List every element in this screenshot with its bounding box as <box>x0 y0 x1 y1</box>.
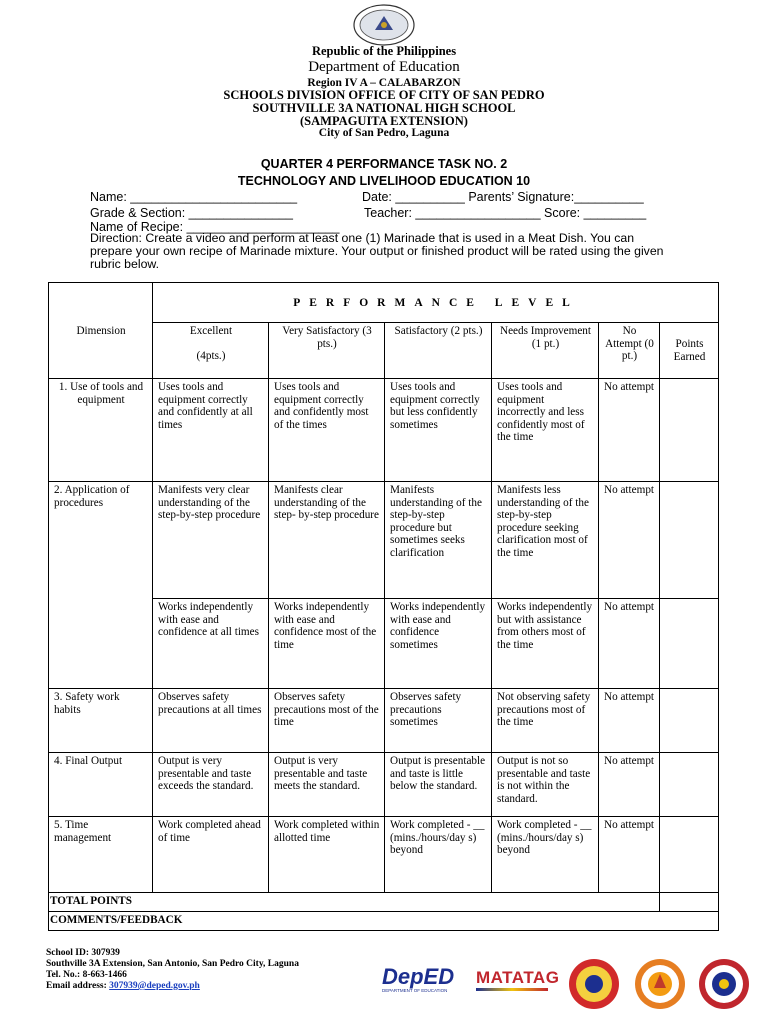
table-row <box>49 482 719 599</box>
table-row <box>49 817 719 893</box>
school-seal-icon <box>568 958 620 1010</box>
school-tel: Tel. No.: 8-663-1466 <box>46 970 127 980</box>
email-link[interactable]: 307939@deped.gov.ph <box>109 981 200 991</box>
teacher-score-field[interactable]: Teacher: __________________ Score: _________ <box>364 206 647 220</box>
total-points-label: TOTAL POINTS <box>49 893 660 912</box>
header-region: Region IV A – CALABARZON <box>307 77 461 89</box>
needs-improvement-cell: Manifests less understanding of the step-by-step procedure seeking clarification most of the time <box>492 482 599 599</box>
points-cell[interactable] <box>660 599 719 689</box>
very-satisfactory-cell: Output is very presentable and taste meets the standard. <box>269 753 385 817</box>
satisfactory-cell: Manifests understanding of the step-by-step procedure but sometimes seeks clarification <box>385 482 492 599</box>
excellent-cell: Observes safety precautions at all times <box>153 689 269 753</box>
very-satisfactory-cell: Observes safety precautions most of the time <box>269 689 385 753</box>
performance-level-header: PERFORMANCE LEVEL <box>153 283 719 323</box>
name-field[interactable]: Name: ________________________ <box>90 190 298 204</box>
recipe-field[interactable]: Name of Recipe: ______________________ <box>90 220 340 234</box>
no-attempt-cell: No attempt <box>599 482 660 599</box>
very-satisfactory-cell: Work completed within allotted time <box>269 817 385 893</box>
dimension-cell: 4. Final Output <box>49 753 153 817</box>
level-excellent: Excellent (4pts.) <box>153 323 269 379</box>
satisfactory-cell: Observes safety precautions sometimes <box>385 689 492 753</box>
level-no-attempt: No Attempt (0 pt.) <box>599 323 660 379</box>
points-cell[interactable] <box>660 482 719 599</box>
dimension-cell: 1. Use of tools and equipment <box>49 379 153 482</box>
table-row <box>49 689 719 753</box>
date-signature-field[interactable]: Date: __________ Parents’ Signature:__________ <box>362 190 644 204</box>
school-email: Email address: 307939@deped.gov.ph <box>46 981 200 991</box>
points-cell[interactable] <box>660 753 719 817</box>
deped-logo: DepED DEPARTMENT OF EDUCATION <box>382 964 455 993</box>
no-attempt-cell: No attempt <box>599 689 660 753</box>
excellent-cell: Work completed ahead of time <box>153 817 269 893</box>
satisfactory-cell: Work completed - __ (mins./hours/day s) beyond <box>385 817 492 893</box>
table-row <box>49 379 719 482</box>
no-attempt-cell: No attempt <box>599 753 660 817</box>
grade-section-field[interactable]: Grade & Section: _______________ <box>90 206 293 220</box>
excellent-cell: Uses tools and equipment correctly and confidently at all times <box>153 379 269 482</box>
no-attempt-cell: No attempt <box>599 817 660 893</box>
comments-feedback-label[interactable]: COMMENTS/FEEDBACK <box>49 912 719 931</box>
points-cell[interactable] <box>660 689 719 753</box>
school-address: Southville 3A Extension, San Antonio, San Pedro City, Laguna <box>46 959 299 969</box>
rubric-table <box>48 282 719 931</box>
level-satisfactory: Satisfactory (2 pts.) <box>385 323 492 379</box>
header-republic: Republic of the Philippines <box>311 44 457 58</box>
matatag-logo: MATATAG <box>476 968 556 996</box>
satisfactory-cell: Works independently with ease and confidence sometimes <box>385 599 492 689</box>
very-satisfactory-cell: Manifests clear understanding of the step- by-step procedure <box>269 482 385 599</box>
header-extension: (SAMPAGUITA EXTENSION) <box>300 114 468 128</box>
task-subject: TECHNOLOGY AND LIVELIHOOD EDUCATION 10 <box>237 174 531 188</box>
needs-improvement-cell: Work completed - __ (mins./hours/day s) beyond <box>492 817 599 893</box>
total-points-cell[interactable] <box>660 893 719 912</box>
excellent-cell: Output is very presentable and taste exceeds the standard. <box>153 753 269 817</box>
satisfactory-cell: Output is presentable and taste is little below the standard. <box>385 753 492 817</box>
header-division: SCHOOLS DIVISION OFFICE OF CITY OF SAN PEDRO <box>223 88 545 102</box>
satisfactory-cell: Uses tools and equipment correctly but less confidently sometimes <box>385 379 492 482</box>
region-seal-icon <box>698 958 750 1010</box>
no-attempt-cell: No attempt <box>599 379 660 482</box>
school-id: School ID: 307939 <box>46 948 120 958</box>
needs-improvement-cell: Uses tools and equipment incorrectly and less confidently most of the time <box>492 379 599 482</box>
footer-info <box>46 948 299 992</box>
excellent-cell: Manifests very clear understanding of the step-by-step procedure <box>153 482 269 599</box>
excellent-cell: Works independently with ease and confidence at all times <box>153 599 269 689</box>
dimension-cell: 3. Safety work habits <box>49 689 153 753</box>
table-row <box>49 753 719 817</box>
header-school: SOUTHVILLE 3A NATIONAL HIGH SCHOOL <box>252 101 516 115</box>
no-attempt-cell: No attempt <box>599 599 660 689</box>
level-points-earned: Points Earned <box>660 323 719 379</box>
needs-improvement-cell: Not observing safety precautions most of the time <box>492 689 599 753</box>
deped-seal-icon <box>353 4 415 46</box>
dimension-cell: 2. Application of procedures <box>49 482 153 689</box>
header-city: City of San Pedro, Laguna <box>318 127 450 139</box>
needs-improvement-cell: Output is not so presentable and taste is not within the standard. <box>492 753 599 817</box>
very-satisfactory-cell: Uses tools and equipment correctly and confidently most of the times <box>269 379 385 482</box>
task-title: QUARTER 4 PERFORMANCE TASK NO. 2 <box>260 157 508 171</box>
points-cell[interactable] <box>660 379 719 482</box>
very-satisfactory-cell: Works independently with ease and confidence most of the time <box>269 599 385 689</box>
level-very-satisfactory: Very Satisfactory (3 pts.) <box>269 323 385 379</box>
direction-text: Direction: Create a video and perform at least one (1) Marinade that is used in a Meat Dish. You can prepare your own recipe of Marinade mixture. Your output or finished product will be rated using the given rubric below. <box>90 231 664 271</box>
level-needs-improvement: Needs Improvement (1 pt.) <box>492 323 599 379</box>
dimension-header: Dimension <box>49 283 153 379</box>
header-department: Department of Education <box>308 59 460 75</box>
division-seal-icon <box>634 958 686 1010</box>
points-cell[interactable] <box>660 817 719 893</box>
needs-improvement-cell: Works independently but with assistance from others most of the time <box>492 599 599 689</box>
dimension-cell: 5. Time management <box>49 817 153 893</box>
